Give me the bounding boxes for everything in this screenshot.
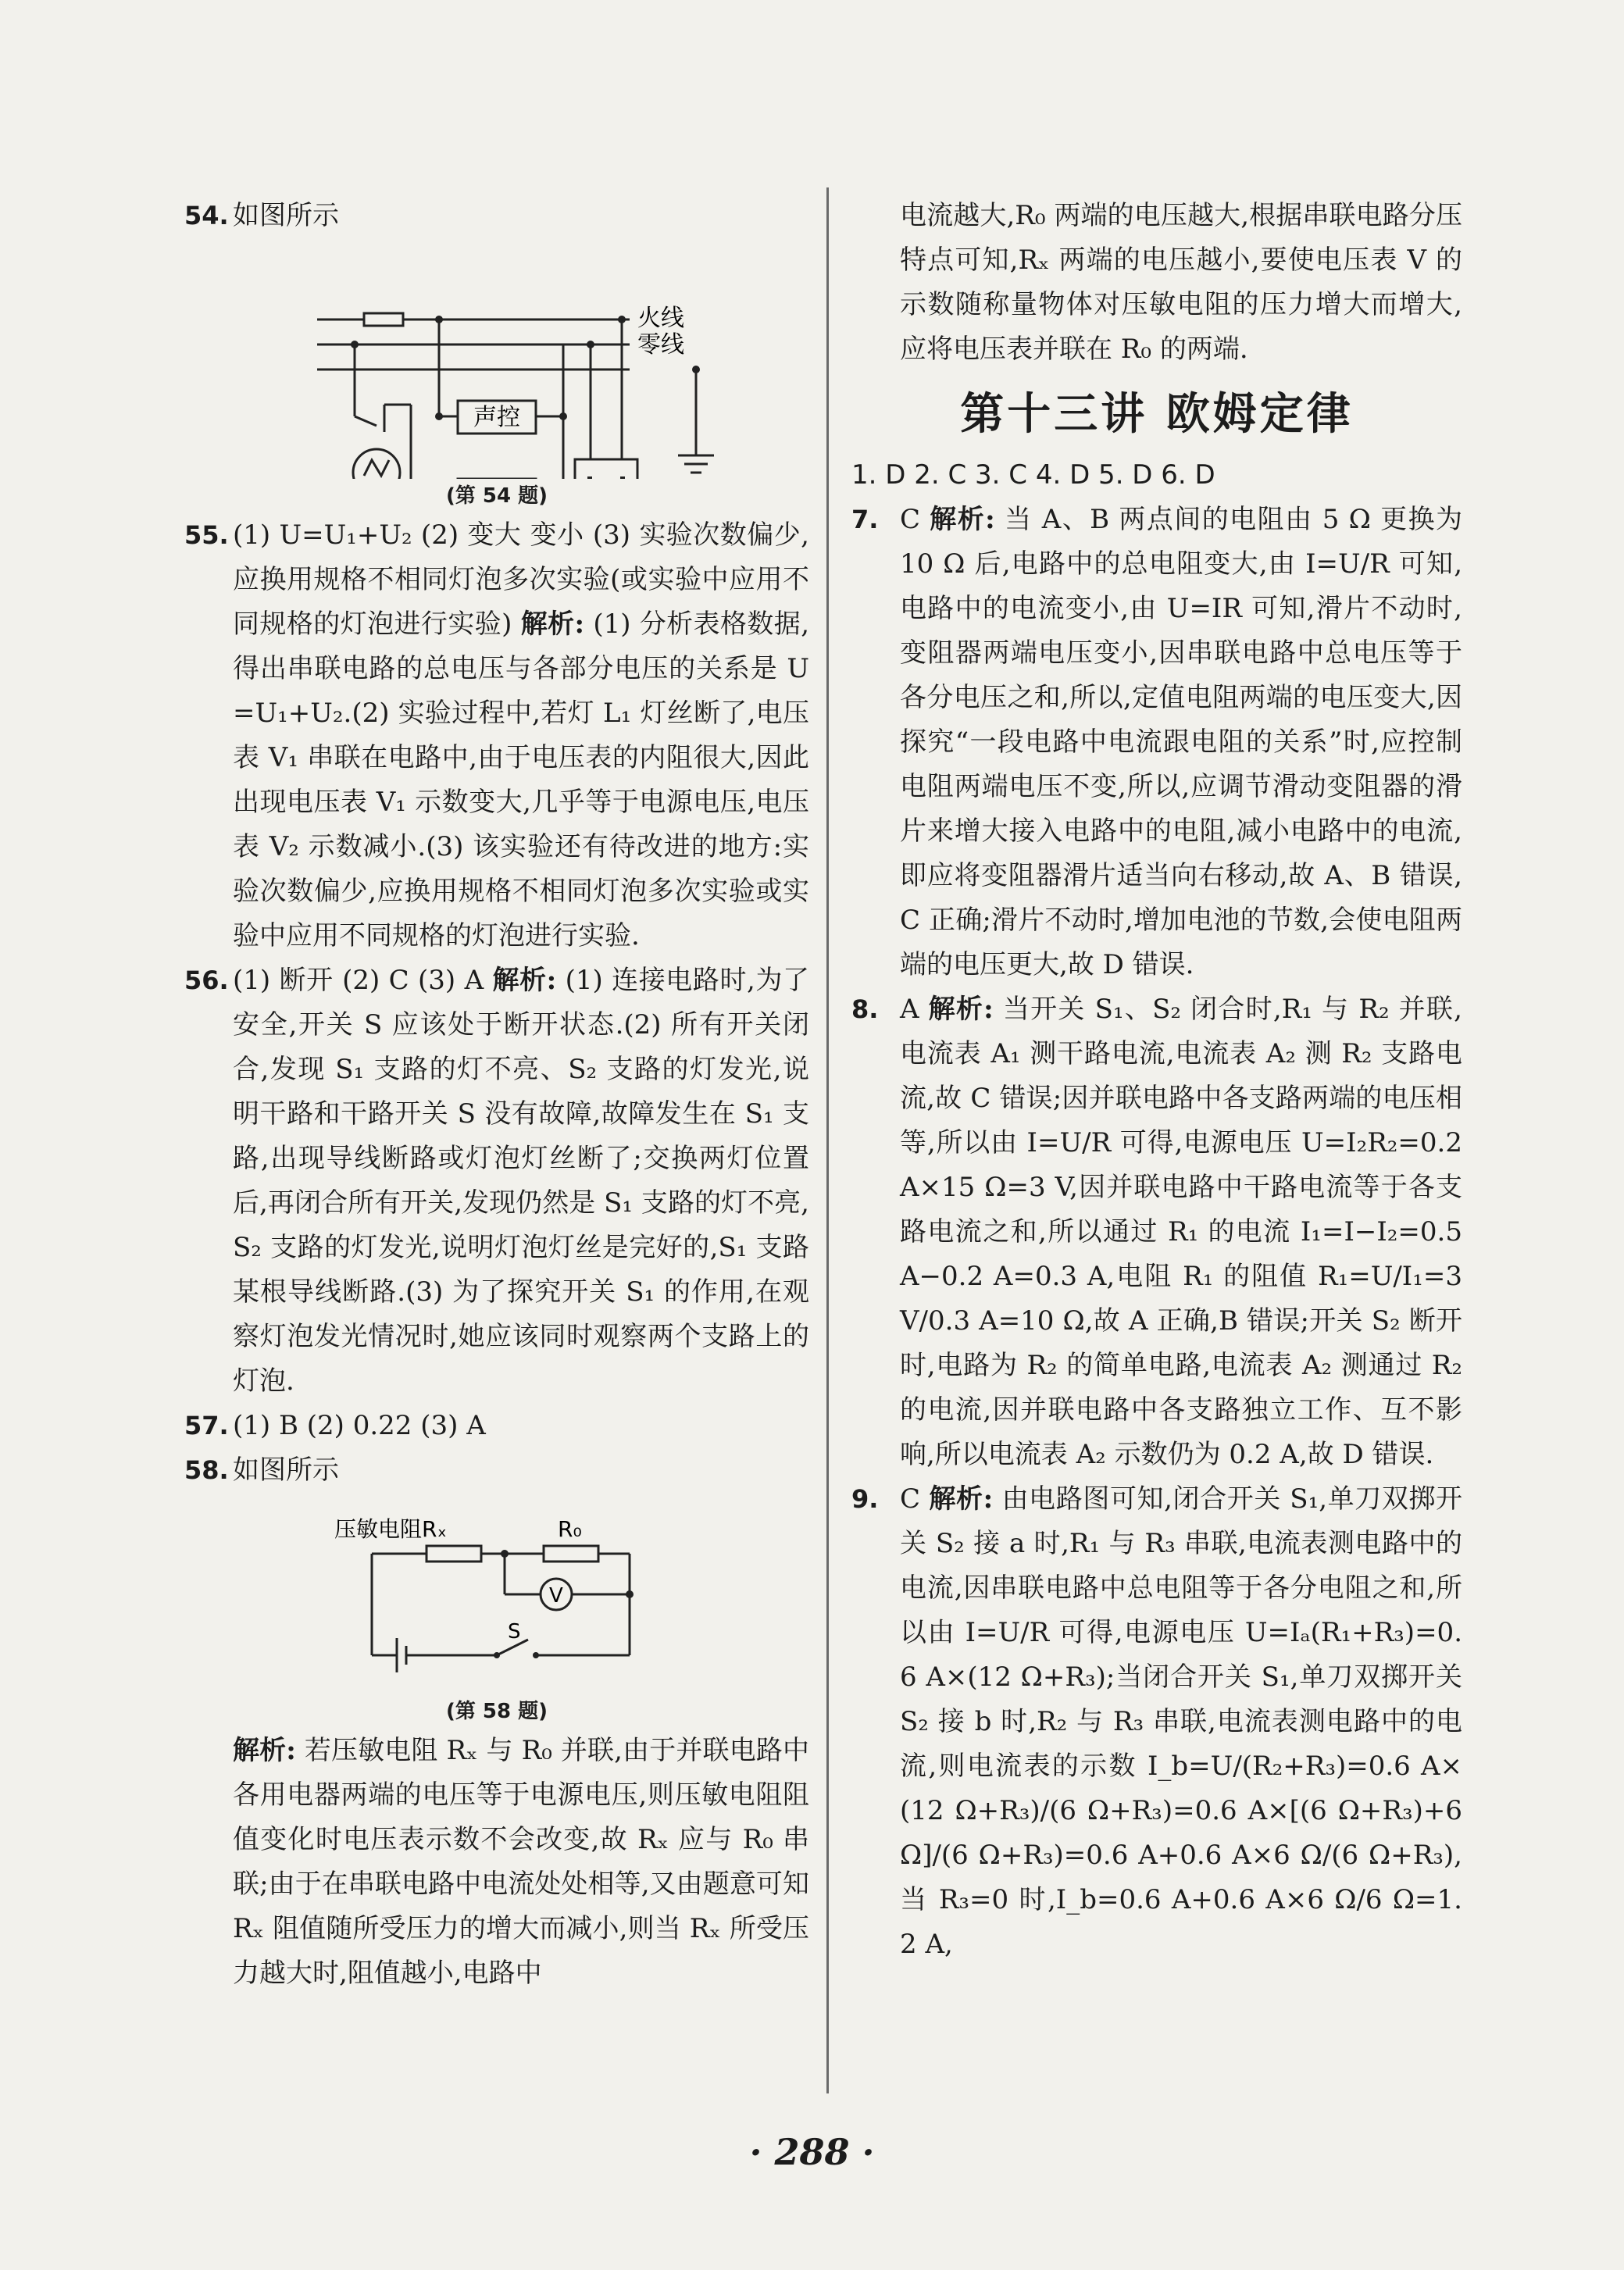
analysis-label: 解析: (930, 504, 995, 535)
analysis-text: (1) 连接电路时,为了安全,开关 S 应该处于断开状态.(2) 所有开关闭合,发现 S₁ 支路的灯不亮、S₂ 支路的灯发光,说明干路和干路开关 S 没有故障,故障发生在 S₁ 支路,出现导线断路或灯泡灯丝断了;交换两灯位置后,再闭合所有开关,发现仍然是 S₁ 支路的灯不亮,S₂ 支路的灯发光,说明灯泡灯丝是完好的,S₁ 支路某根导线断路.(3) 为了探究开关 S₁ 的作用,在观察灯泡发光情况时,她应该同时观察两个支路上的灯泡. (233, 965, 809, 1397)
question-9 (851, 1477, 1462, 1967)
analysis-text: 若压敏电阻 Rₓ 与 R₀ 并联,由于并联电路中各用电器两端的电压等于电源电压,则压敏电阻阻值变化时电压表示数不会改变,故 Rₓ 应与 R₀ 串联;由于在串联电路中电流处处相等,又由题意可知 Rₓ 阻值随所受压力的增大而减小,则当 Rₓ 所受压力越大时,阻值越小,电路中 (233, 1735, 809, 1989)
page-number: · 288 · (749, 2131, 875, 2173)
question-number: 54. (184, 201, 229, 230)
hot-line-label: 火线 (637, 305, 684, 332)
rx-label: 压敏电阻Rₓ (334, 1516, 447, 1542)
question-57 (184, 1404, 809, 1448)
answers-1-6: 1. D 2. C 3. C 4. D 5. D 6. D (851, 459, 1215, 491)
question-7 (851, 498, 1462, 987)
answer-choice: C (900, 504, 921, 535)
right-column (851, 194, 1462, 1967)
analysis-label: 解析: (520, 609, 585, 640)
question-58-continuation (851, 194, 1462, 372)
r0-label: R₀ (558, 1516, 582, 1542)
analysis-text: (1) 分析表格数据,得出串联电路的总电压与各部分电压的关系是 U=U₁+U₂.(2) 实验过程中,若灯 L₁ 灯丝断了,电压表 V₁ 串联在电路中,由于电压表的内阻很大,因此出现电压表 V₁ 示数变大,几乎等于电源电压,电压表 V₂ 示数减小.(3) 该实验还有待改进的地方:实验次数偏少,应换用规格不相同灯泡多次实验或实验中应用不同规格的灯泡进行实验. (233, 609, 810, 951)
chapter-title: 第十三讲 欧姆定律 (960, 389, 1354, 440)
left-column (184, 194, 809, 1996)
continuation-text: 电流越大,R₀ 两端的电压越大,根据串联电路分压特点可知,Rₓ 两端的电压越小,要使电压表 V 的示数随称量物体对压敏电阻的压力增大而增大,应将电压表并联在 R₀ 的两端. (900, 200, 1462, 365)
analysis-label: 解析: (928, 994, 994, 1025)
question-number: 8. (851, 994, 879, 1024)
sound-control-label: 声控 (473, 404, 520, 431)
answer-text: (1) B (2) 0.22 (3) A (233, 1410, 486, 1441)
answer-text: (1) U=U₁+U₂ (2) 变大 变小 (3) 实验次数偏少,应换用规格不相同灯泡多次实验(或实验中应用不同规格的灯泡进行实验) (233, 519, 809, 640)
question-58 (184, 1448, 809, 1493)
question-number: 58. (184, 1455, 229, 1485)
analysis-text: 由电路图可知,闭合开关 S₁,单刀双掷开关 S₂ 接 a 时,R₁ 与 R₃ 串联,电流表测电路中的电流,因串联电路中总电阻等于各分电阻之和,所以由 I=U/R 可得,电源电压 U=Iₐ(R₁+R₃)=0.6 A×(12 Ω+R₃);当闭合开关 S₁,单刀双掷开关 S₂ 接 b 时,R₂ 与 R₃ 串联,电流表测电路中的电流,则电流表的示数 I_b=U/(R₂+R₃)=0.6 A×(12 Ω+R₃)/(6 Ω+R₃)=0.6 A×[(6 Ω+R₃)+6 Ω]/(6 Ω+R₃)=0.6 A+0.6 A×6 Ω/(6 Ω+R₃),当 R₃=0 时,I_b=0.6 A+0.6 A×6 Ω/6 Ω=1.2 A, (900, 1483, 1463, 1960)
question-text: 如图所示 (233, 1454, 339, 1486)
analysis-text: 当 A、B 两点间的电阻由 5 Ω 更换为 10 Ω 后,电路中的总电阻变大,由 I=U/R 可知,电路中的电流变小,由 U=IR 可知,滑片不动时,变阻器两端电压变小,因串联电路中总电压等于各分电压之和,所以,定值电阻两端的电压变大,因探究“一段电路中电流跟电阻的关系”时,应控制电阻两端电压不变,所以,应调节滑动变阻器的滑片来增大接入电路中的电阻,减小电路中的电流,即应将变阻器滑片适当向右移动,故 A、B 错误,C 正确;滑片不动时,增加电池的节数,会使电阻两端的电压更大,故 D 错误. (900, 504, 1462, 980)
question-number: 9. (851, 1484, 879, 1514)
figure-58-caption: (第 58 题) (445, 1700, 548, 1723)
neutral-line-label: 零线 (637, 331, 684, 359)
question-56 (184, 958, 809, 1404)
question-58-analysis (184, 1729, 809, 1996)
answer-text: (1) 断开 (2) C (3) A (233, 965, 484, 996)
figure-58-circuit (294, 1499, 700, 1694)
answer-choice: A (900, 994, 919, 1025)
analysis-text: 当开关 S₁、S₂ 闭合时,R₁ 与 R₂ 并联,电流表 A₁ 测干路电流,电流表 A₂ 测 R₂ 支路电流,故 C 错误;因并联电路中各支路两端的电压相等,所以由 I=U/R 可得,电源电压 U=I₂R₂=0.2 A×15 Ω=3 V,因并联电路中干路电流等于各支路电流之和,所以通过 R₁ 的电流 I₁=I−I₂=0.5 A−0.2 A=0.3 A,电阻 R₁ 的阻值 R₁=U/I₁=3 V/0.3 A=10 Ω,故 A 正确,B 错误;开关 S₂ 断开时,电路为 R₂ 的简单电路,电流表 A₂ 测通过 R₂ 的电流,因并联电路中各支路独立工作、互不影响,所以电流表 A₂ 示数仍为 0.2 A,故 D 错误. (900, 994, 1462, 1470)
answer-choice: C (900, 1483, 921, 1515)
switch-label: S (508, 1620, 521, 1644)
question-54 (184, 194, 809, 238)
question-number: 57. (184, 1411, 229, 1440)
figure-54-circuit (247, 244, 747, 479)
analysis-label: 解析: (492, 965, 557, 996)
analysis-label: 解析: (929, 1483, 994, 1515)
column-divider (826, 187, 829, 2093)
analysis-label: 解析: (233, 1735, 296, 1766)
question-number: 56. (184, 965, 229, 995)
figure-54-caption: (第 54 题) (445, 484, 548, 508)
question-number: 7. (851, 505, 879, 534)
question-8 (851, 987, 1462, 1477)
question-number: 55. (184, 520, 229, 550)
voltmeter-label: V (549, 1584, 563, 1608)
question-55 (184, 513, 809, 958)
question-text: 如图所示 (233, 200, 339, 231)
